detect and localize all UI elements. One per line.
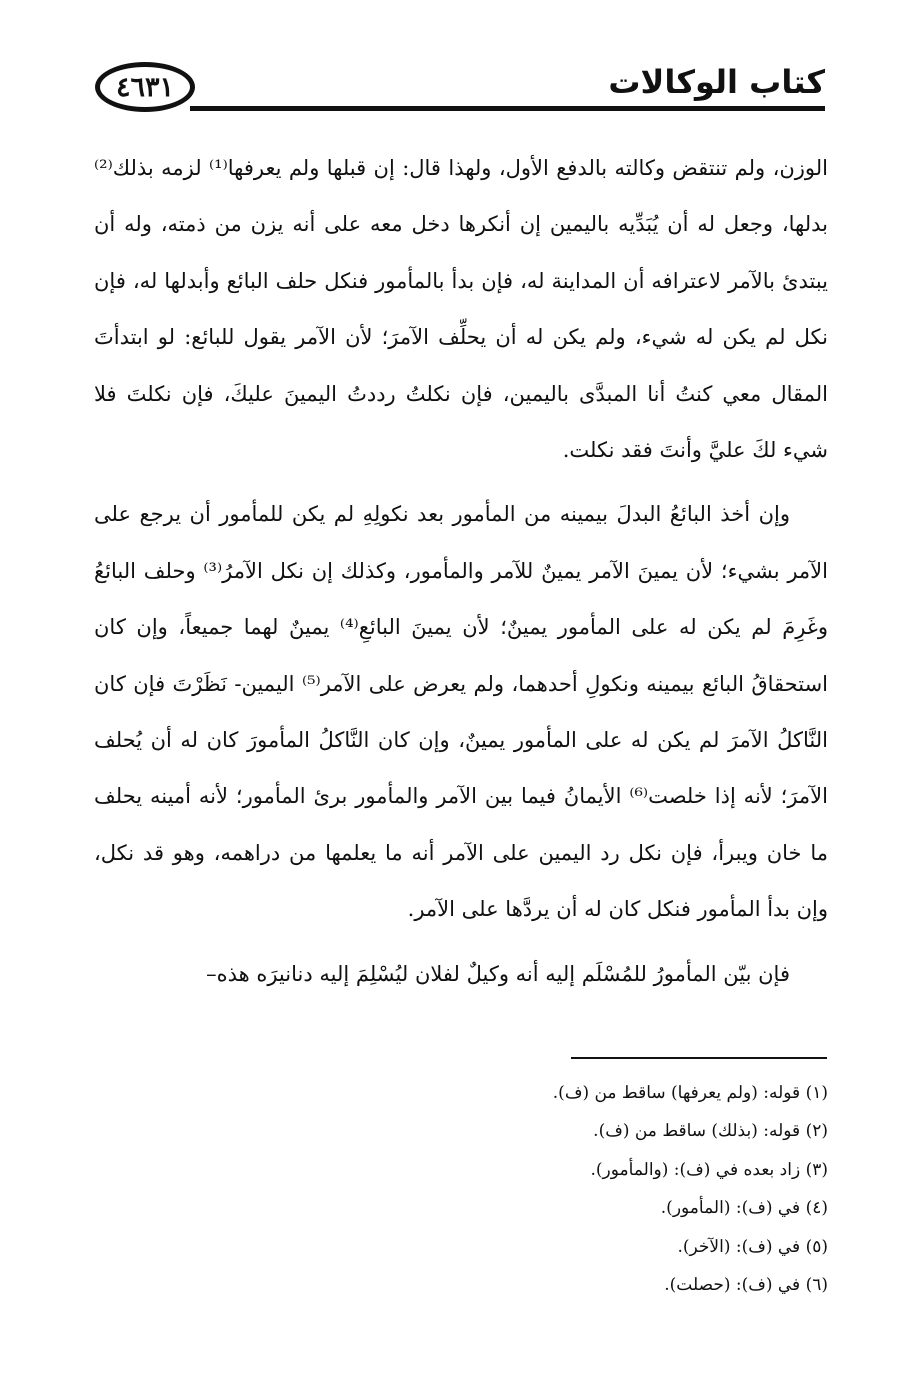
footnote-item: (٣) زاد بعده في (ف): (والمأمور). [590, 1159, 828, 1180]
book-title: كتاب الوكالات [608, 63, 825, 101]
paragraph-1: الوزن، ولم تنتقض وكالته بالدفع الأول، ولهذا قال: إن قبلها ولم يعرفها⁽¹⁾ لزمه بذلك⁽²⁾ بدلها، وجعل له أن يُبَدِّيه باليمين إن أنكرها دخل معه على أنه يزن من ذمته، وله أن يبتدئ بالآمر لاعترافه أن المداينة له، فإن بدأ بالمأمور فنكل حلف البائع وأبدلها له، فإن نكل لم يكن له شيء، ولم يكن له أن يحلِّف الآمرَ؛ لأن الآمر يقول للبائع: لو ابتدأتَ المقال معي كنتُ أنا المبدَّى باليمين، فإن نكلتُ رددتُ اليمينَ عليكَ، فإن نكلتَ فلا شيء لكَ عليَّ وأنتَ فقد نكلت. [94, 156, 829, 463]
paragraph-2: وإن أخذ البائعُ البدلَ بيمينه من المأمور بعد نكولِهِ لم يكن للمأمور أن يرجع على الآمر بشيء؛ لأن يمينَ الآمر يمينٌ للآمر والمأمور، وكذلك إن نكل الآمرُ⁽³⁾ وحلف البائعُ وغَرِمَ لم يكن له على المأمور يمينٌ؛ لأن يمينَ البائعِ⁽⁴⁾ يمينٌ لهما جميعاً، وإن كان استحقاقُ البائع بيمينه ونكولِ أحدهما، ولم يعرض على الآمر⁽⁵⁾ اليمين- نَظَرْتَ فإن كان النَّاكلُ الآمرَ لم يكن له على المأمور يمينٌ، وإن كان النَّاكلُ المأمورَ كان له أن يُحلف الآمرَ؛ لأنه إذا خلصت⁽⁶⁾ الأيمانُ فيما بين الآمر والمأمور برئ المأمور؛ لأنه أمينه يحلف ما خان ويبرأ، فإن نكل رد اليمين على الآمر أنه ما يعلمها من دراهمه، وهو قد نكل، وإن بدأ المأمور فنكل كان له أن يردَّها على الآمر. [94, 502, 829, 922]
page-number: ٤٦٣١ [95, 62, 195, 112]
header-rule [190, 106, 825, 111]
footnote-separator [571, 1057, 827, 1059]
main-text [94, 140, 828, 1002]
page-header [95, 60, 825, 122]
footnote-item: (٦) في (ف): (حصلت). [664, 1275, 828, 1296]
paragraph-3: فإن بيّن المأمورُ للمُسْلَم إليه أنه وكيلٌ لفلان ليُسْلِمَ إليه دنانيرَه هذه– [206, 961, 790, 986]
footnote-item: (٢) قوله: (بذلك) ساقط من (ف). [593, 1121, 828, 1142]
footnote-item: (٥) في (ف): (الآخر). [677, 1236, 828, 1257]
footnotes-list [328, 1074, 828, 1304]
footnote-item: (٤) في (ف): (المأمور). [660, 1198, 828, 1219]
footnote-item: (١) قوله: (ولم يعرفها) ساقط من (ف). [552, 1083, 828, 1103]
